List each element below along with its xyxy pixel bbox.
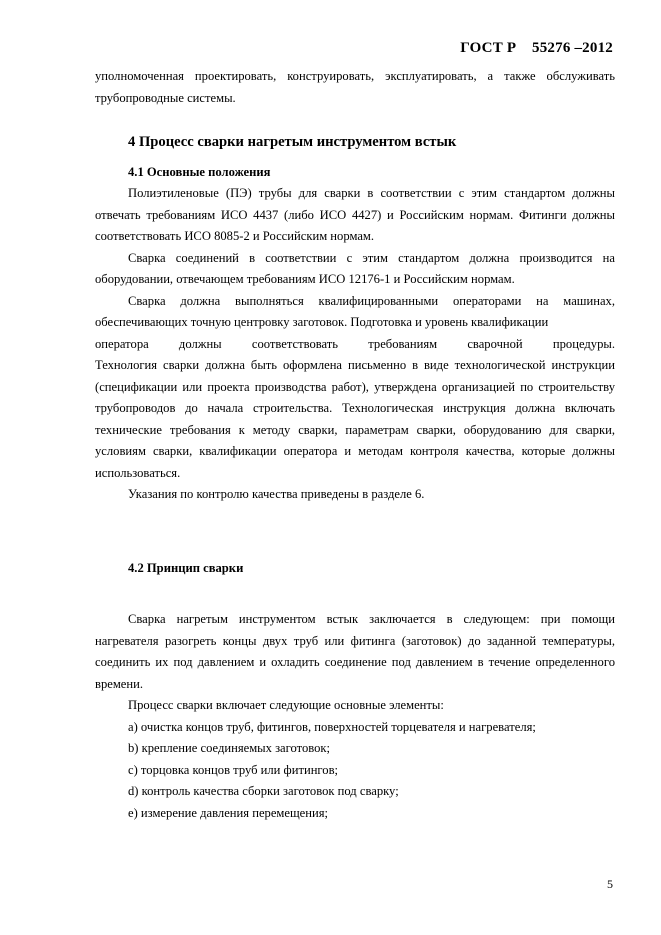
page-content <box>95 66 615 824</box>
section-4-title: 4 Процесс сварки нагретым инструментом встык <box>128 134 457 150</box>
intro-line-1: уполномоченная проектировать, конструировать, эксплуатировать, а также обслуживать <box>95 69 615 83</box>
paragraph-quality-reference: Указания по контролю качества приведены в разделе 6. <box>128 487 425 501</box>
paragraph-welding-principle: Сварка нагретым инструментом встык заключается в следующем: при помощи нагревателя разогреть концы двух труб или фитинга (заготовок) до заданной температуры, соединить их под давлением и охладить соединение под давлением в течение определенного времени. <box>95 612 615 691</box>
paragraph-process-elements: Процесс сварки включает следующие основные элементы: <box>128 698 444 712</box>
paragraph-operators: Сварка должна выполняться квалифицированными операторами на машинах, обеспечивающих точную центровку заготовок. Подготовка и уровень квалификации <box>95 293 615 329</box>
list-item: d) контроль качества сборки заготовок под сварку; <box>128 784 399 798</box>
intro-line-2: трубопроводные системы. <box>95 90 236 105</box>
paragraph-pipes-requirements: Полиэтиленовые (ПЭ) трубы для сварки в соответствии с этим стандартом должны отвечать требованиям ИСО 4437 (либо ИСО 4427) и Российским нормам. Фитинги должны соответствовать ИСО 8085-2 и Российским нормам. <box>95 186 615 243</box>
paragraph-equipment: Сварка соединений в соответствии с этим стандартом должна производится на оборудовании, отвечающем требованиям ИСО 12176-1 и Российским нормам. <box>95 250 615 286</box>
list-item: b) крепление соединяемых заготовок; <box>128 741 331 755</box>
list-item: c) торцовка концов труб или фитингов; <box>128 762 339 777</box>
document-header: ГОСТ Р 55276 –2012 <box>460 40 613 56</box>
list-item: a) очистка концов труб, фитингов, поверхностей торцевателя и нагревателя; <box>128 719 536 734</box>
list-item: e) измерение давления перемещения; <box>128 805 329 820</box>
section-4-1-title: 4.1 Основные положения <box>128 164 271 179</box>
section-4-2-title: 4.2 Принцип сварки <box>128 560 244 575</box>
paragraph-technology: Технология сварки должна быть оформлена письменно в виде технологической инструкции (спецификации или проекта производства работ), утверждена организацией по строительству трубопроводов до начала строительства. Технологическая инструкция должна включать технические требования к методу сварки, параметрам сварки, оборудованию для сварки, условиям сварки, квалификации оператора и методам контроля качества, которые должны использоваться. <box>95 358 615 480</box>
page-number: 5 <box>607 877 613 891</box>
paragraph-operators-cont: оператора должны соответствовать требованиям сварочной процедуры. <box>95 336 615 351</box>
